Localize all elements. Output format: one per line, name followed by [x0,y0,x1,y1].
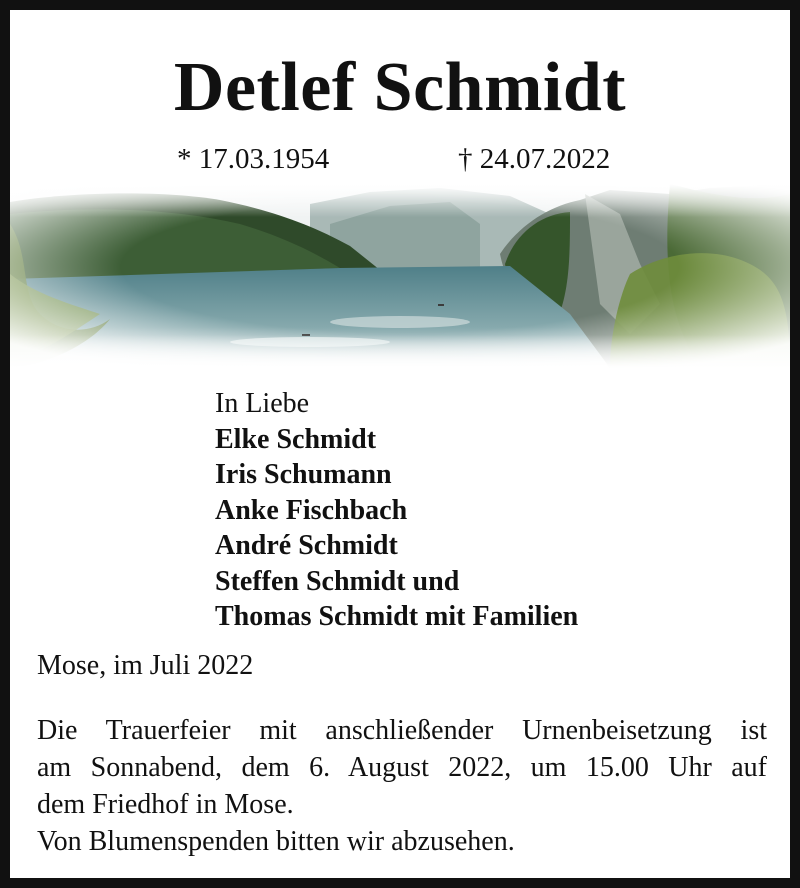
death-date: † 24.07.2022 [458,143,611,175]
funeral-notice [37,712,767,860]
mourner-name: André Schmidt [215,530,398,561]
mourners-block [215,386,578,635]
notice-line: am Sonnabend, dem 6. August 2022, um 15.00 Uhr auf [37,752,767,783]
mourner-name: Thomas Schmidt mit Familien [215,601,579,632]
lake-landscape-image [10,184,790,368]
mourners-intro: In Liebe [215,388,310,419]
notice-line: Die Trauerfeier mit anschließender Urnenbeisetzung ist [37,715,767,746]
mourner-name: Iris Schumann [215,459,392,490]
notice-line: dem Friedhof in Mose. [37,789,294,820]
mourner-name: Steffen Schmidt und [215,565,460,597]
place-and-date: Mose, im Juli 2022 [37,650,254,681]
notice-line: Von Blumenspenden bitten wir abzusehen. [37,826,515,857]
birth-date: * 17.03.1954 [177,143,330,175]
mourner-name: Anke Fischbach [215,494,408,526]
deceased-name: Detlef Schmidt [173,49,627,126]
mourner-name: Elke Schmidt [215,423,377,455]
